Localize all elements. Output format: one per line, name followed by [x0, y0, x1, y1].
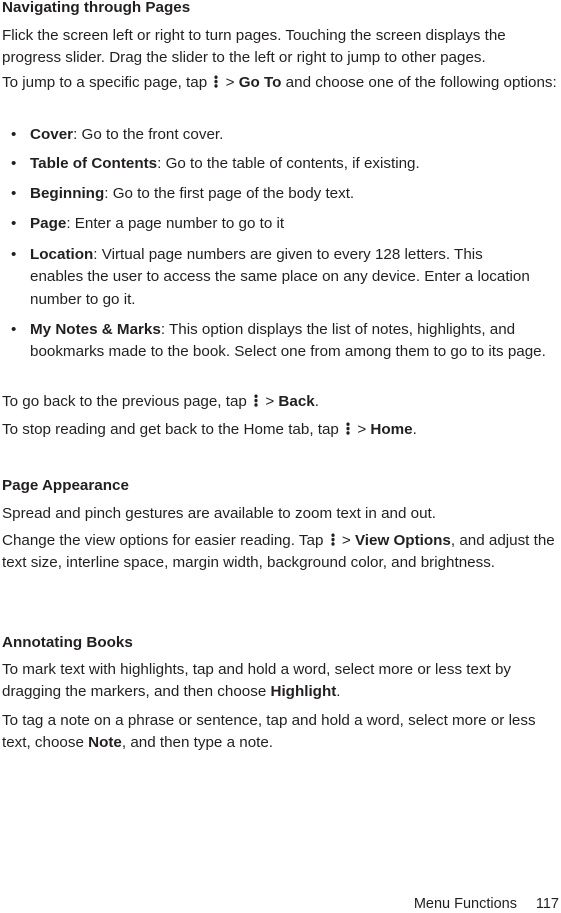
bullet-beginning	[11, 183, 557, 205]
jump-text-a: To jump to a specific page, tap	[2, 74, 208, 91]
paragraph-jump	[2, 72, 558, 94]
bullet-term: Beginning	[30, 185, 105, 202]
bullet-dot: •	[11, 321, 17, 338]
bullet-dot: •	[11, 246, 17, 263]
paragraph-back	[2, 391, 558, 413]
home-sep: >	[353, 421, 371, 438]
home-label: Home	[370, 421, 413, 438]
paragraph-flick: Flick the screen left or right to turn pages. Touching the screen displays the progress slider. Drag the slider to the left or right to jump to other pages.	[2, 27, 506, 67]
bullet-desc: : Go to the first page of the body text.	[104, 185, 355, 202]
view-text-c: , and adjust the text size, interline space, margin width, background color, and brightness.	[2, 532, 555, 572]
heading-navigating: Navigating through Pages	[2, 0, 191, 16]
back-text-a: To go back to the previous page, tap	[2, 393, 247, 410]
bullet-desc: : Go to the table of contents, if existing.	[157, 155, 420, 172]
bullet-term: Table of Contents	[30, 155, 158, 172]
heading-page-appearance: Page Appearance	[2, 477, 129, 494]
bullet-term: Cover	[30, 126, 74, 143]
note-text-c: , and then type a note.	[121, 734, 274, 752]
page-number: 117	[535, 896, 559, 912]
bullet-desc: : This option displays the list of notes, highlights, and bookmarks made to the book. Select one from among them to go to its page.	[30, 321, 546, 361]
bullet-dot: •	[11, 185, 17, 202]
menu-icon	[253, 394, 259, 407]
highlight-text-a: To mark text with highlights, tap and hold a word, select more or less text by dragging the markers, and then choose	[2, 661, 512, 701]
back-sep: >	[261, 393, 279, 410]
bullet-desc: : Virtual page numbers are given to every 128 letters. This enables the user to access the same place on any device. Enter a location number to go it.	[30, 246, 530, 308]
bullet-desc: : Enter a page number to go to it	[66, 215, 285, 232]
menu-icon	[213, 75, 219, 88]
view-sep: >	[337, 532, 355, 549]
bullet-dot: •	[11, 126, 17, 143]
view-text-a: Change the view options for easier reading. Tap	[2, 532, 324, 549]
footer-section-title: Menu Functions	[413, 896, 517, 912]
paragraph-note	[2, 710, 558, 755]
home-text-c: .	[412, 421, 417, 438]
paragraph-home	[2, 419, 558, 441]
bullet-term: Location	[30, 246, 94, 263]
note-text-a: To tag a note on a phrase or sentence, tap and hold a word, select more or less text, choose	[2, 712, 536, 752]
jump-sep: >	[221, 74, 239, 91]
back-label: Back	[278, 393, 315, 410]
bullet-page	[11, 213, 557, 235]
highlight-label: Highlight	[270, 683, 337, 701]
heading-annotating-books: Annotating Books	[2, 634, 133, 651]
menu-icon	[330, 533, 336, 546]
bullet-dot: •	[11, 215, 17, 232]
paragraph-zoom: Spread and pinch gestures are available to zoom text in and out.	[2, 505, 436, 522]
bullet-my-notes-marks	[11, 319, 557, 364]
bullet-term: My Notes & Marks	[30, 321, 161, 338]
bullet-dot: •	[11, 155, 17, 172]
note-label: Note	[88, 734, 122, 752]
highlight-text-c: .	[336, 683, 341, 701]
back-text-c: .	[314, 393, 319, 410]
view-options-label: View Options	[354, 532, 451, 549]
jump-text-c: and choose one of the following options:	[281, 74, 557, 91]
paragraph-highlight	[2, 659, 558, 704]
home-text-a: To stop reading and get back to the Home tab, tap	[2, 421, 339, 438]
bullet-location	[11, 244, 557, 311]
bullet-cover	[11, 124, 557, 146]
paragraph-view-options	[2, 530, 558, 575]
bullet-table-of-contents	[11, 153, 557, 175]
bullet-term: Page	[30, 215, 67, 232]
bullet-desc: : Go to the front cover.	[73, 126, 224, 143]
go-to-label: Go To	[238, 74, 282, 91]
menu-icon	[345, 422, 351, 435]
